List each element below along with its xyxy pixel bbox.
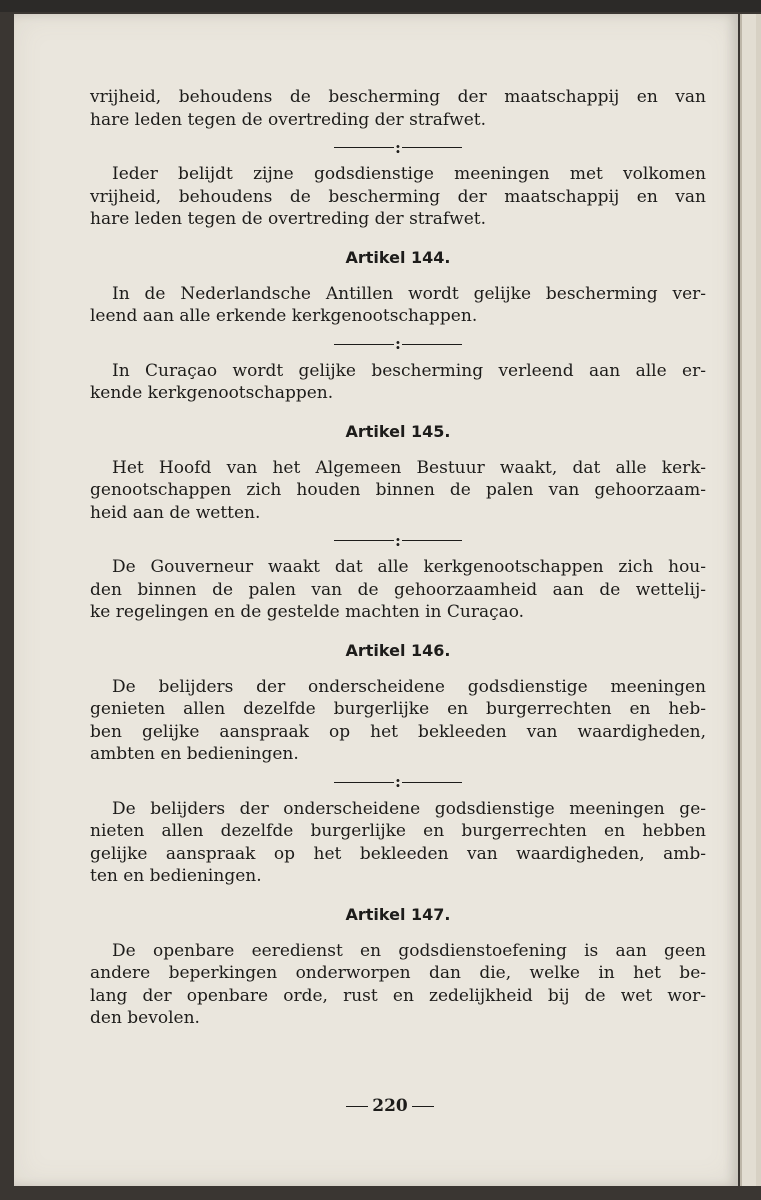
text-line: ke regelingen en de gestelde machten in Curaçao. bbox=[90, 602, 525, 622]
separator-rule-left bbox=[334, 782, 394, 783]
paragraph bbox=[90, 940, 706, 1030]
paragraph bbox=[90, 676, 706, 766]
text-line: nieten allen dezelfde burgerlijke en burgerrechten en hebben bbox=[90, 821, 706, 841]
separator-colon: : bbox=[395, 334, 401, 353]
text-line: In Curaçao wordt gelijke bescherming verleend aan alle er- bbox=[112, 360, 706, 381]
text-line: genootschappen zich houden binnen de palen van gehoorzaam- bbox=[90, 480, 706, 500]
separator-rule-right bbox=[402, 540, 462, 541]
text-line: lang der openbare orde, rust en zedelijkheid bij de wet wor- bbox=[90, 985, 706, 1006]
text-line: leend aan alle erkende kerkgenootschappen. bbox=[90, 306, 478, 326]
text-line: gelijke aanspraak op het bekleeden van waardigheden, amb- bbox=[90, 843, 706, 864]
separator-colon: : bbox=[395, 530, 401, 550]
article-heading: Artikel 147. bbox=[345, 904, 451, 924]
text-line: Ieder belijdt zijne godsdienstige meeningen met volkomen bbox=[112, 164, 706, 184]
article-heading: Artikel 144. bbox=[345, 247, 451, 267]
separator-rule-right bbox=[402, 147, 462, 148]
article-heading: Artikel 146. bbox=[345, 640, 451, 660]
paragraph bbox=[90, 798, 706, 888]
text-line: Het Hoofd van het Algemeen Bestuur waakt, dat alle kerk- bbox=[112, 457, 706, 478]
text-line: vrijheid, behoudens de bescherming der maatschappij en van bbox=[90, 186, 706, 207]
separator-rule-right bbox=[402, 344, 462, 345]
text-line: De belijders der onderscheidene godsdienstige meeningen bbox=[112, 676, 706, 697]
text-line: den binnen de palen van de gehoorzaamheid aan de wettelij- bbox=[90, 579, 706, 600]
page-number-value: 220 bbox=[372, 1096, 408, 1116]
text-line: kende kerkgenootschappen. bbox=[90, 383, 334, 403]
paragraph bbox=[90, 457, 706, 525]
page-number-dash-right bbox=[412, 1106, 434, 1107]
section-separator bbox=[90, 332, 706, 356]
text-line: vrijheid, behoudens de bescherming der maatschappij en van bbox=[90, 87, 706, 107]
text-line: hare leden tegen de overtreding der strafwet. bbox=[90, 109, 487, 130]
page-number bbox=[330, 1096, 450, 1116]
separator-rule-left bbox=[334, 147, 394, 148]
page-edge-shadow bbox=[756, 14, 761, 1186]
adjacent-page-edge bbox=[740, 14, 761, 1186]
text-line: genieten allen dezelfde burgerlijke en burgerrechten en heb- bbox=[90, 699, 706, 719]
text-line: heid aan de wetten. bbox=[90, 502, 261, 523]
text-line: De openbare eeredienst en godsdienstoefening is aan geen bbox=[112, 940, 706, 961]
section-separator bbox=[90, 528, 706, 552]
text-line: andere beperkingen onderworpen dan die, welke in het be- bbox=[90, 963, 706, 983]
text-line: den bevolen. bbox=[90, 1008, 200, 1028]
scan-background bbox=[0, 0, 761, 12]
page-number-dash-left bbox=[346, 1106, 368, 1107]
text-line: In de Nederlandsche Antillen wordt gelijke bescherming ver- bbox=[112, 283, 706, 304]
separator-rule-left bbox=[334, 540, 394, 541]
paragraph bbox=[90, 360, 706, 405]
text-line: ben gelijke aanspraak op het bekleeden van waardigheden, bbox=[90, 721, 706, 742]
text-line: ten en bedieningen. bbox=[90, 866, 262, 886]
paragraph bbox=[90, 556, 706, 624]
separator-colon: : bbox=[395, 137, 401, 157]
section-separator bbox=[90, 770, 706, 794]
separator-rule-left bbox=[334, 344, 394, 345]
text-line: ambten en bedieningen. bbox=[90, 744, 299, 764]
paragraph bbox=[90, 283, 706, 328]
document-body bbox=[90, 86, 706, 1030]
section-separator bbox=[90, 135, 706, 159]
text-line: hare leden tegen de overtreding der strafwet. bbox=[90, 209, 487, 229]
text-line: De belijders der onderscheidene godsdienstige meeningen ge- bbox=[112, 798, 706, 819]
paragraph bbox=[90, 163, 706, 231]
text-line: De Gouverneur waakt dat alle kerkgenootschappen zich hou- bbox=[112, 557, 706, 577]
separator-colon: : bbox=[395, 772, 401, 791]
separator-rule-right bbox=[402, 782, 462, 783]
paragraph bbox=[90, 86, 706, 131]
article-heading: Artikel 145. bbox=[345, 421, 451, 441]
